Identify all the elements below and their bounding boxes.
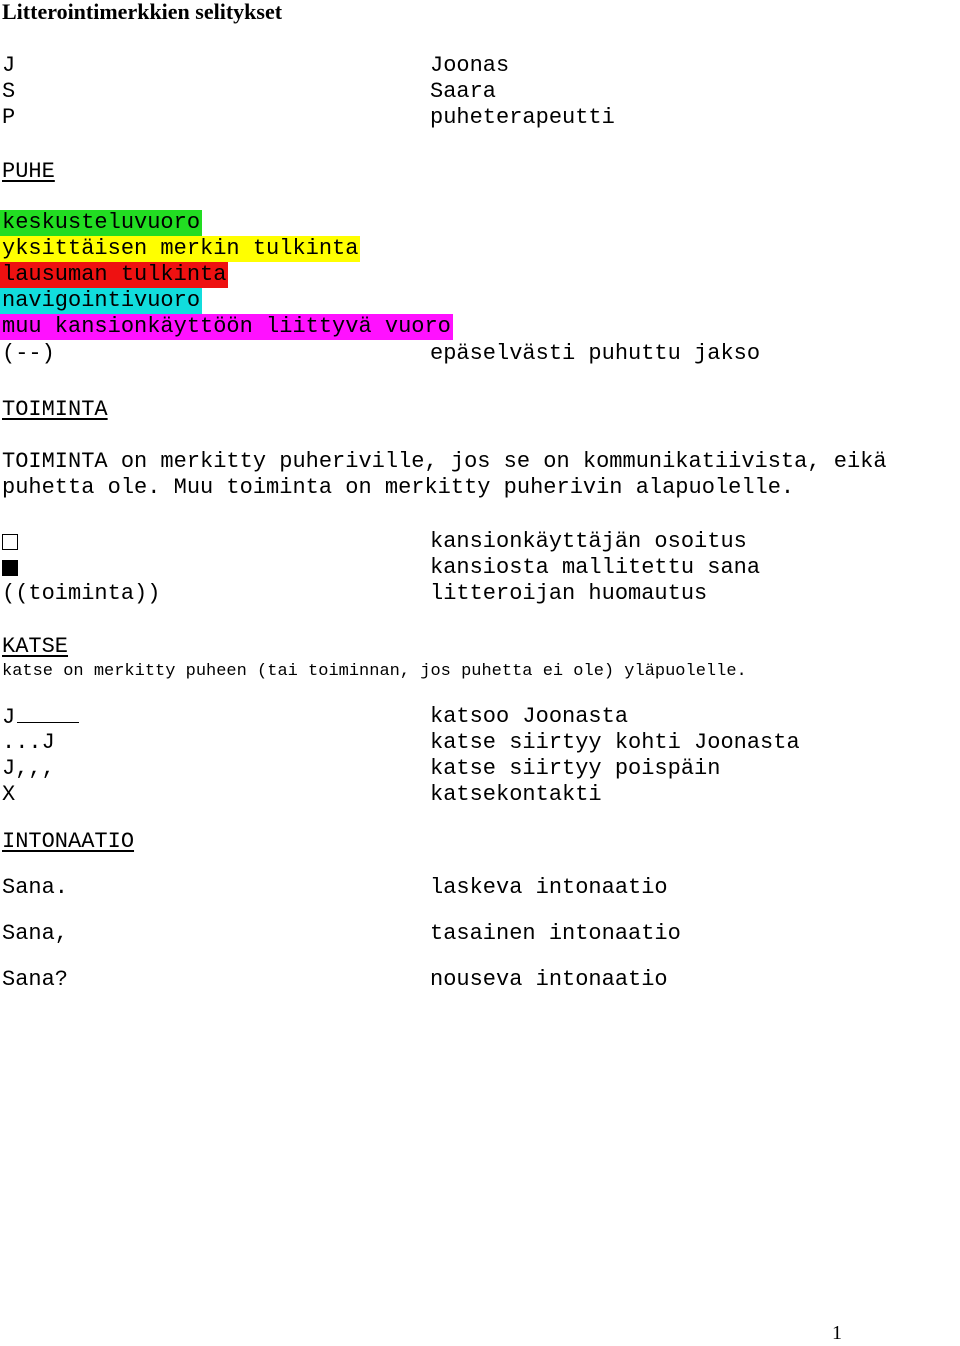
intonaatio-desc-3: nouseva intonaatio xyxy=(430,967,668,992)
highlight-merkin-tulkinta: yksittäisen merkin tulkinta xyxy=(2,236,359,261)
toiminta-item-desc-2: kansiosta mallitettu sana xyxy=(430,555,761,580)
highlight-keskusteluvuoro: keskusteluvuoro xyxy=(2,210,201,235)
toiminta-item-desc-3: litteroijan huomautus xyxy=(430,581,708,606)
highlight-lausuman-tulkinta: lausuman tulkinta xyxy=(2,262,227,287)
speaker-name-p: puheterapeutti xyxy=(430,105,615,130)
katse-desc-1: katsoo Joonasta xyxy=(430,704,629,729)
speaker-name-j: Joonas xyxy=(430,53,510,78)
katse-symbol-3: J,,, xyxy=(2,756,55,781)
highlight-kansionkaytto: muu kansionkäyttöön liittyvä vuoro xyxy=(2,314,451,339)
intonaatio-desc-1: laskeva intonaatio xyxy=(430,875,668,900)
highlight-navigointivuoro: navigointivuoro xyxy=(2,288,201,313)
toiminta-desc-line1: TOIMINTA on merkitty puheriville, jos se on kommunikatiivista, eikä xyxy=(2,449,887,474)
speaker-code-p: P xyxy=(2,105,16,130)
speaker-code-s: S xyxy=(2,79,16,104)
toiminta-item-symbol-3: ((toiminta)) xyxy=(2,581,161,606)
toiminta-heading: TOIMINTA xyxy=(2,397,108,422)
puhe-heading: PUHE xyxy=(2,159,55,184)
katse-symbol-1: J xyxy=(2,705,16,730)
katse-symbol-4: X xyxy=(2,782,16,807)
intonaatio-symbol-3: Sana? xyxy=(2,967,69,992)
katse-desc-3: katse siirtyy poispäin xyxy=(430,756,721,781)
gaze-line-icon xyxy=(17,704,79,723)
intonaatio-desc-2: tasainen intonaatio xyxy=(430,921,681,946)
intonaatio-symbol-1: Sana. xyxy=(2,875,69,900)
page-number: 1 xyxy=(832,1322,842,1344)
empty-square-icon xyxy=(2,534,18,550)
katse-desc: katse on merkitty puheen (tai toiminnan, jos puhetta ei ole) yläpuolelle. xyxy=(2,662,747,681)
unclear-desc: epäselvästi puhuttu jakso xyxy=(430,341,761,366)
toiminta-desc-line2: puhetta ole. Muu toiminta on merkitty puherivin alapuolelle. xyxy=(2,475,795,500)
katse-symbol-2: ...J xyxy=(2,730,55,755)
speaker-code-j: J xyxy=(2,53,16,78)
intonaatio-symbol-2: Sana, xyxy=(2,921,69,946)
toiminta-item-desc-1: kansionkäyttäjän osoitus xyxy=(430,529,747,554)
unclear-symbol: (--) xyxy=(2,341,55,366)
speaker-name-s: Saara xyxy=(430,79,497,104)
katse-desc-2: katse siirtyy kohti Joonasta xyxy=(430,730,800,755)
page-title: Litterointimerkkien selitykset xyxy=(2,0,283,24)
intonaatio-heading: INTONAATIO xyxy=(2,829,135,854)
katse-heading: KATSE xyxy=(2,634,69,659)
filled-square-icon xyxy=(2,560,18,576)
katse-desc-4: katsekontakti xyxy=(430,782,602,807)
